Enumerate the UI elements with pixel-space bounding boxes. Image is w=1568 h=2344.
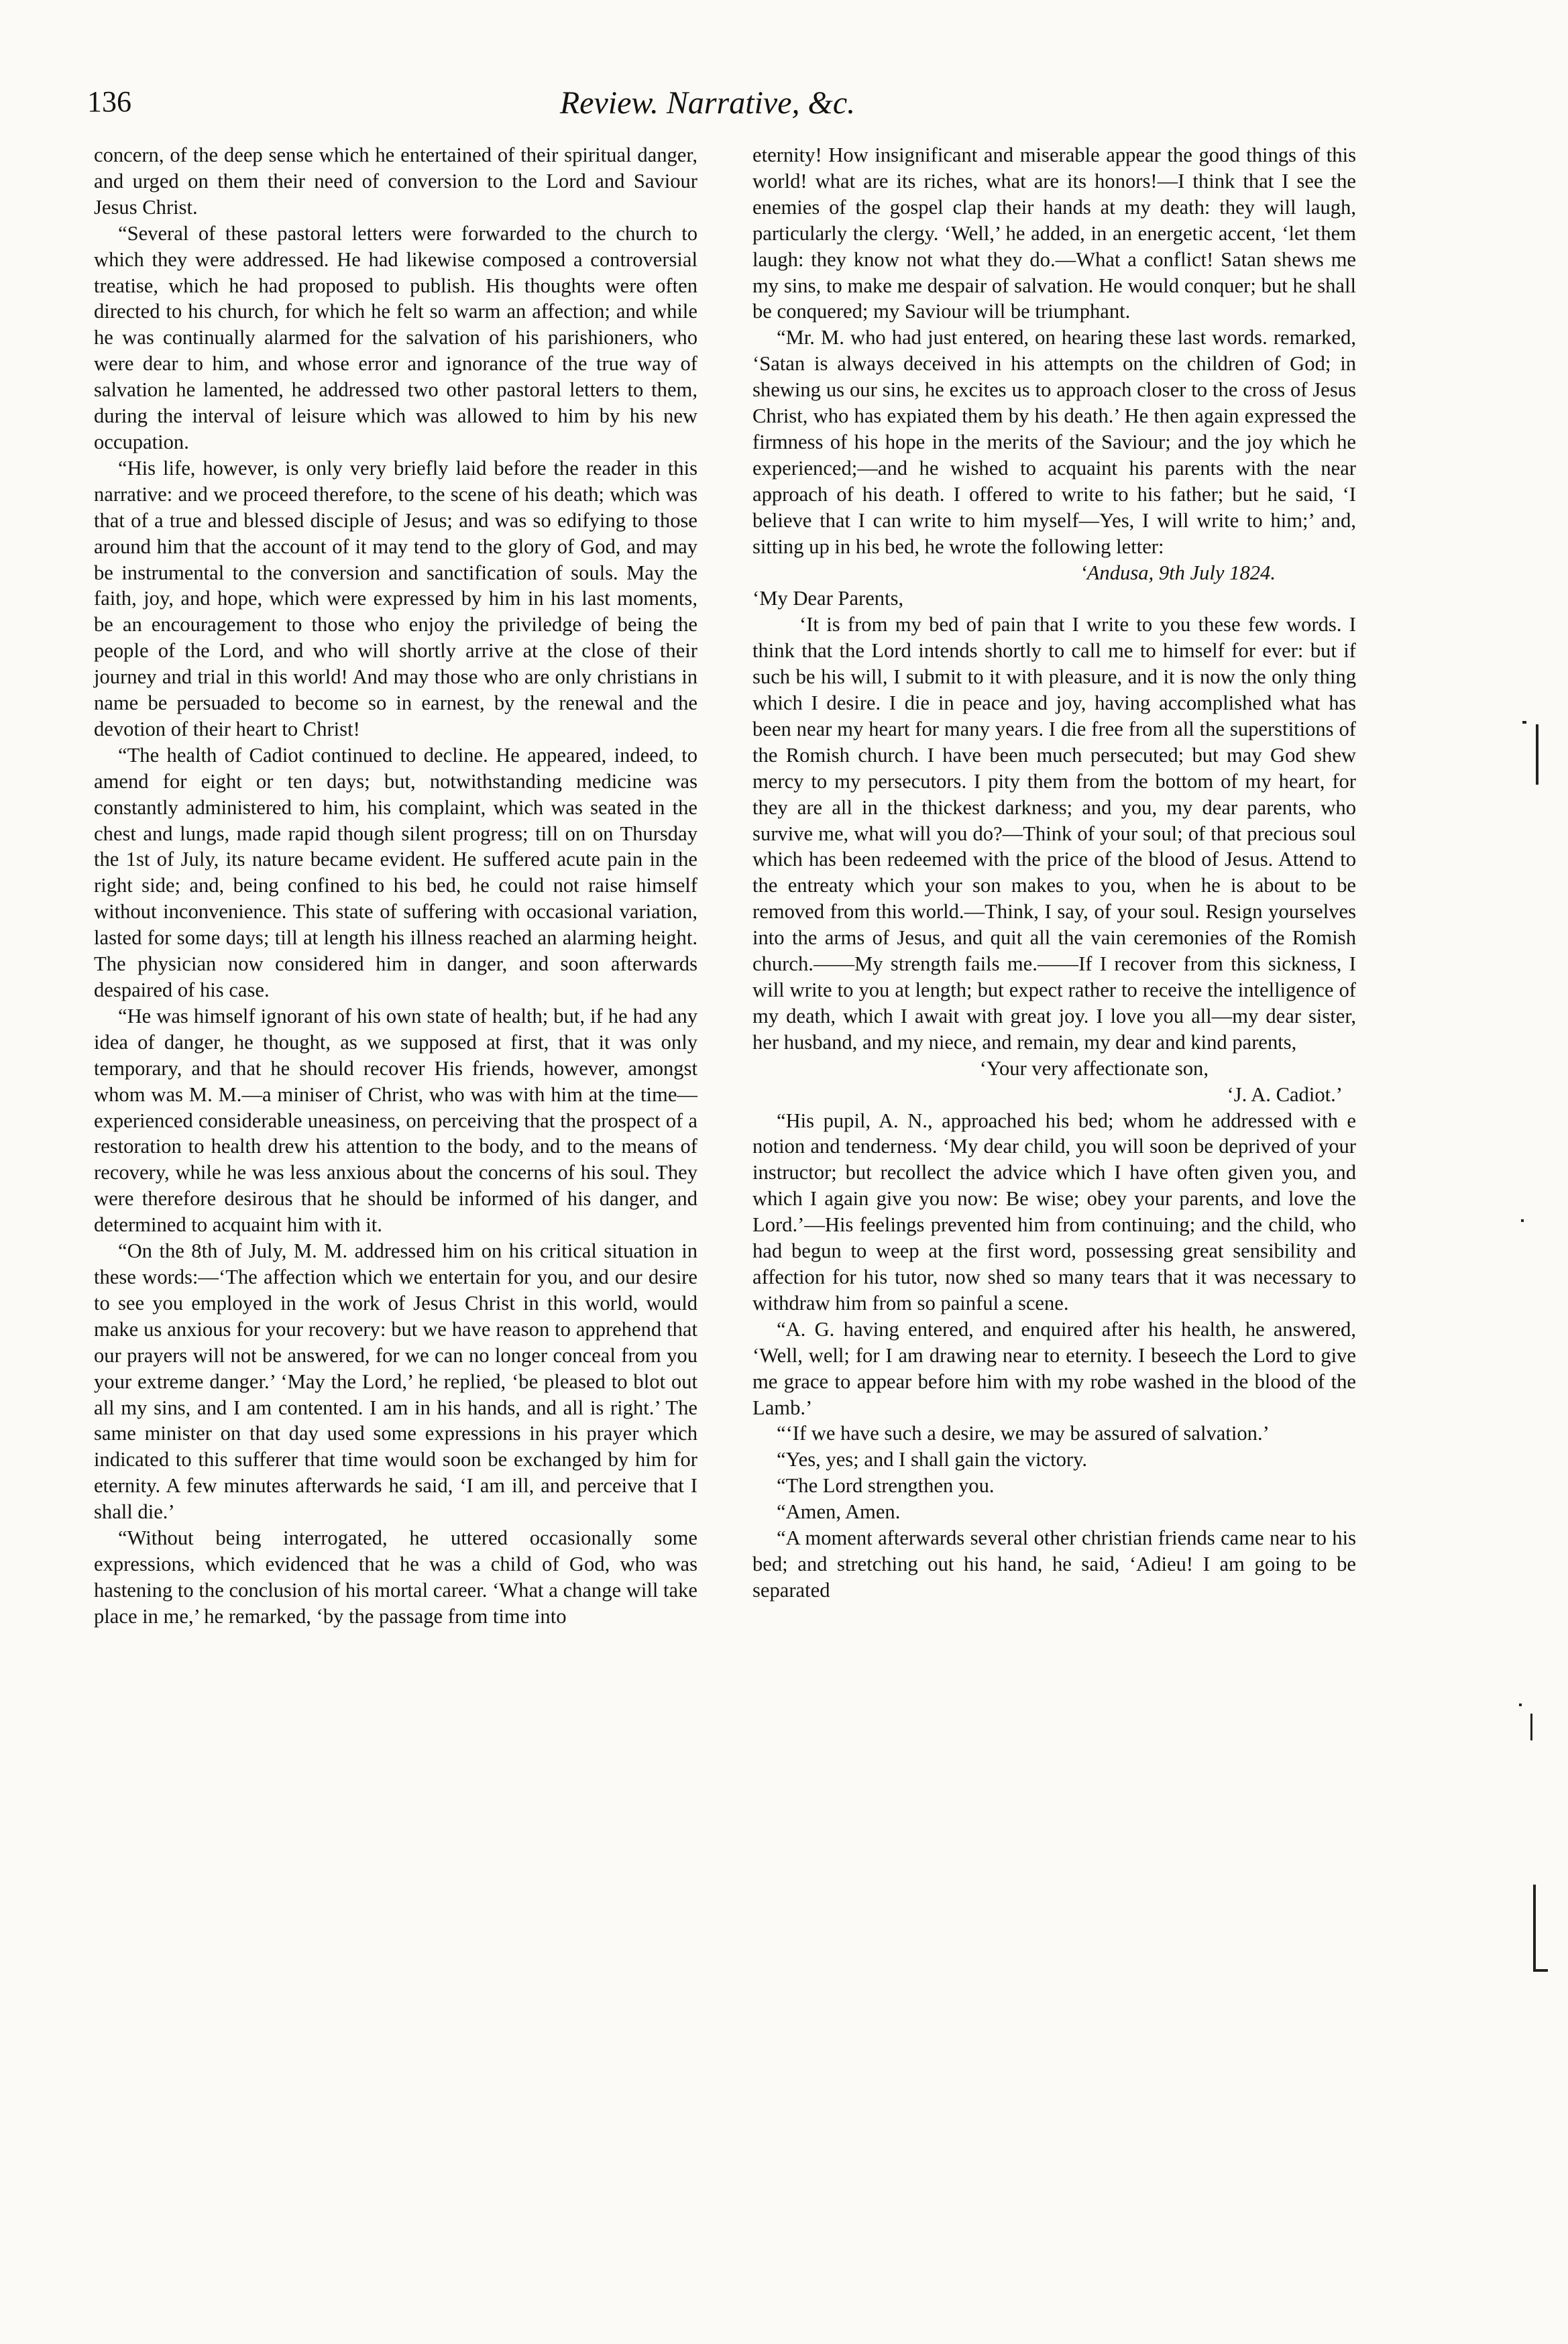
margin-mark [1530, 1714, 1532, 1740]
paragraph: “‘If we have such a desire, we may be assured of salvation.’ [777, 1422, 1270, 1445]
paragraph: “On the 8th of July, M. M. addressed him on his critical situation in these words:—‘The affection which we entertain for you, and our desire to see you employed in the work of Jesus Christ in this world, would make us anxious for your recovery: but we have reason to apprehend that our prayers will not be answered, for we can no longer conceal from you your extreme danger.’ ‘May the Lord,’ he replied, ‘be pleased to blot out all my sins, and I am contented. I am in his hands, and all is right.’ The same minister on that day used some expressions in his prayer which indicated to this sufferer that time would soon be exchanged by him for eternity. A few minutes afterwards he said, ‘I am ill, and perceive that I shall die.’ [94, 1239, 697, 1524]
paragraph: “A. G. having entered, and enquired after his health, he answered, ‘Well, well; for I am drawing near to eternity. I beseech the Lord to give me grace to appear before him with my robe washed in the blood of the Lamb.’ [752, 1317, 1356, 1419]
margin-mark [1533, 1969, 1548, 1972]
paragraph: “Without being interrogated, he uttered occasionally some expressions, which evidenced that he was a child of God, who was hastening to the conclusion of his mortal career. ‘What a change will take place in me,’ he remarked, ‘by the passage from time into [94, 1526, 697, 1628]
letter-salutation: ‘My Dear Parents, [752, 587, 904, 610]
margin-mark [1536, 724, 1538, 785]
letter-place-date: ‘Andusa, 9th July 1824. [1080, 561, 1276, 584]
margin-mark [1533, 1885, 1536, 1972]
page-header [87, 79, 1328, 139]
paragraph: “Mr. M. who had just entered, on hearing these last words. remarked, ‘Satan is always deceived in his attempts on the children of God; in shewing us our sins, he excites us to approach closer to the cross of Jesus Christ, who has expiated them by his death.’ He then again expressed the firmness of his hope in the merits of the Saviour; and the joy which he experienced;—and he wished to acquaint his parents with the near approach of his death. I offered to write to his father; but he said, ‘I believe that I can write to him myself—Yes, I will write to him;’ and, sitting up in his bed, he wrote the following letter: [752, 326, 1356, 558]
page-number: 136 [87, 85, 131, 118]
right-column [752, 142, 1356, 1604]
margin-mark [1522, 721, 1526, 724]
letter-body: ‘It is from my bed of pain that I write to you these few words. I think that the Lord intends shortly to call me to himself for ever: but if such be his will, I submit to it with pleasure, and it is now the only thing which I desire. I die in peace and joy, having accomplished what has been near my heart for many years. I die free from all the superstitions of the Romish church. I have been much persecuted; but may God shew mercy to my persecutors. I pity them from the bottom of my heart, for they are all in the thickest darkness; and you, my dear parents, who survive me, what will you do?—Think of your soul; of that precious soul which has been redeemed with the price of the blood of Jesus. Attend to the entreaty which your son makes to you, when he is about to be removed from this world.—Think, I say, of your soul. Resign yourselves into the arms of Jesus, and quit all the vain ceremonies of the Romish church.——My strength fails me.——If I recover from this sickness, I will write to you at length; but expect rather to receive the intelligence of my death, which I await with great joy. I love you all—my dear sister, her husband, and my niece, and remain, my dear and kind parents, [752, 613, 1356, 1054]
running-title: Review. Narrative, &c. [559, 85, 856, 121]
letter-closing: ‘Your very affectionate son, [979, 1056, 1209, 1080]
paragraph: “Amen, Amen. [777, 1500, 901, 1524]
paragraph: eternity! How insignificant and miserable appear the good things of this world! what are its riches, what are its honors!—I think that I see the enemies of the gospel clap their hands at my death: they will laugh, particularly the clergy. ‘Well,’ he added, in an energetic accent, ‘let them laugh: they know not what they do.—What a conflict! Satan shews me my sins, to make me despair of salvation. He would conquer; but he shall be conquered; my Saviour will be triumphant. [752, 144, 1356, 323]
paragraph: “A moment afterwards several other christian friends came near to his bed; and stretching out his hand, he said, ‘Adieu! I am going to be separated [752, 1526, 1356, 1602]
paragraph: “Several of these pastoral letters were forwarded to the church to which they were addressed. He had likewise composed a controversial treatise, which he had proposed to publish. His thoughts were often directed to his church, for which he felt so warm an affection; and while he was continually alarmed for the salvation of his parishioners, who were dear to him, and whose error and ignorance of the true way of salvation he lamented, he addressed two other pastoral letters to them, during the interval of leisure which was allowed to him by his new occupation. [94, 221, 697, 453]
letter-signature: ‘J. A. Cadiot.’ [1227, 1082, 1343, 1106]
paragraph: “The health of Cadiot continued to decline. He appeared, indeed, to amend for eight or ten days; but, notwithstanding medicine was constantly administered to him, his complaint, which was seated in the chest and lungs, made rapid though silent progress; till on on Thursday the 1st of July, its nature became evident. He suffered acute pain in the right side; and, being confined to his bed, he could not raise himself without inconvenience. This state of suffering with occasional variation, lasted for some days; till at length his illness reached an alarming height. The physician now considered him in danger, and soon afterwards despaired of his case. [94, 743, 697, 1001]
paragraph: “Yes, yes; and I shall gain the victory. [777, 1448, 1088, 1471]
paragraph: “He was himself ignorant of his own state of health; but, if he had any idea of danger, he thought, as we supposed at first, that it was only temporary, and that he should recover His friends, however, amongst whom was M. M.—a miniser of Christ, who was with him at the time—experienced considerable uneasiness, on perceiving that the prospect of a restoration to health drew his attention to the body, and to the means of recovery, while he was less anxious about the concerns of his soul. They were therefore desirous that he should be informed of his danger, and determined to acquaint him with it. [94, 1004, 697, 1237]
left-column [94, 142, 697, 1630]
paragraph: “His pupil, A. N., approached his bed; whom he addressed with e notion and tenderness. ‘My dear child, you will soon be deprived of your instructor; but recollect the advice which I have often given you, and which I again give you now: Be wise; obey your parents, and love the Lord.’—His feelings prevented him from continuing; and the child, who had begun to weep at the first word, possessing great sensibility and affection for his tutor, now shed so many tears that it was necessary to withdraw him from so painful a scene. [752, 1109, 1356, 1315]
margin-mark [1521, 1219, 1524, 1222]
paragraph: “His life, however, is only very briefly laid before the reader in this narrative: and we proceed therefore, to the scene of his death; which was that of a true and blessed disciple of Jesus; and was so edifying to those around him that the account of it may tend to the glory of God, and may be instrumental to the conversion and sanctification of souls. May the faith, joy, and hope, which were expressed by him in his last moments, be an encouragement to those who enjoy the priviledge of being the people of the Lord, and who will shortly arrive at the close of their journey and trial in this world! And may those who are only christians in name be persuaded to become so in earnest, by the renewal and the devotion of their heart to Christ! [94, 456, 697, 740]
paragraph: concern, of the deep sense which he entertained of their spiritual danger, and urged on them their need of conversion to the Lord and Saviour Jesus Christ. [94, 144, 697, 219]
margin-mark [1519, 1704, 1522, 1706]
paragraph: “The Lord strengthen you. [777, 1474, 995, 1498]
